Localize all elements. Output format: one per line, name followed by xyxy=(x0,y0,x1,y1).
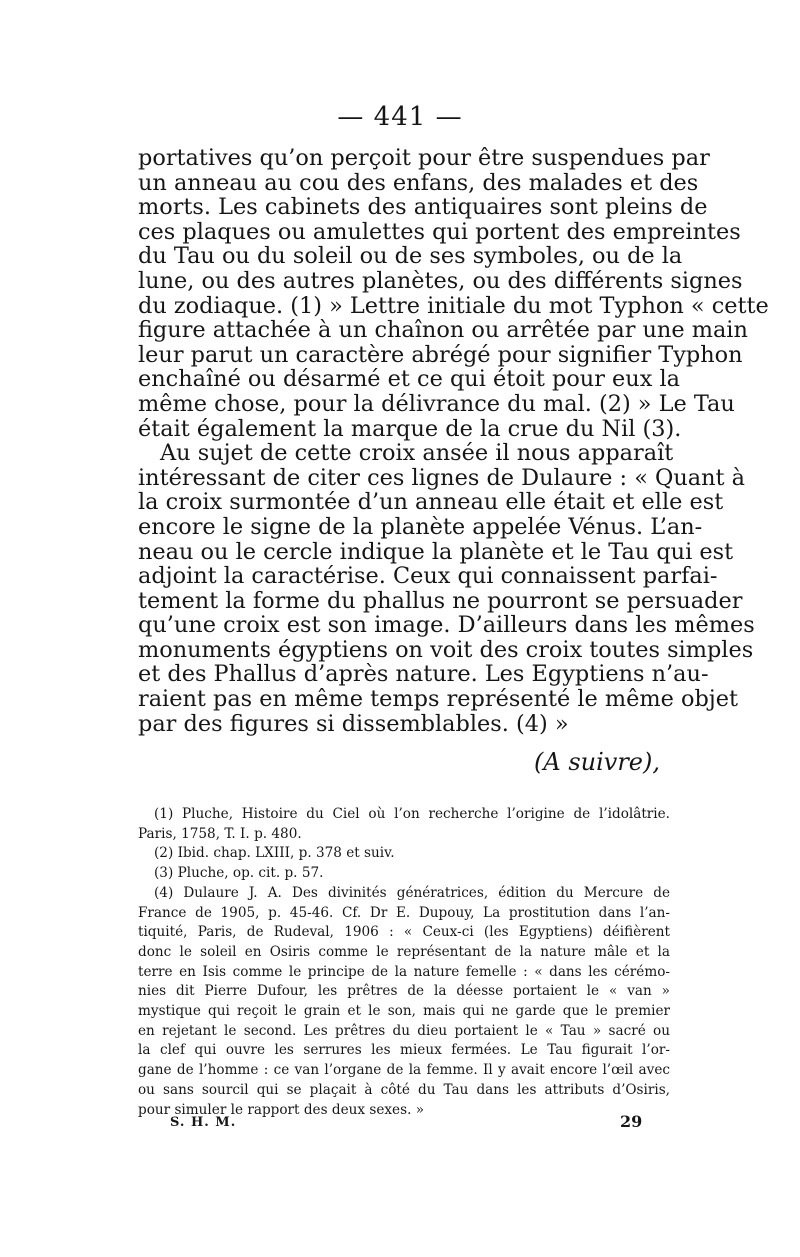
footnote-line: nies dit Pierre Dufour, les prêtres de la déesse portaient le « van » xyxy=(138,983,670,1000)
text-line: leur parut un caractère abrégé pour signifier Typhon xyxy=(138,341,743,368)
text-line: morts. Les cabinets des antiquaires sont pleins de xyxy=(138,194,708,221)
text-line: portatives qu’on perçoit pour être suspendues par xyxy=(138,145,710,171)
footnote-line: ou sans sourcil qui se plaçait à côté du Tau dans les attributs d’Osiris, xyxy=(138,1081,670,1098)
footnote-line: (4) Dulaure J. A. Des divinités génératrices, édition du Mercure de xyxy=(154,884,670,901)
footnotes xyxy=(138,805,670,1120)
sheet-number: 29 xyxy=(620,1112,643,1131)
footnote-line: Paris, 1758, T. I. p. 480. xyxy=(138,825,302,842)
signature-mark: S. H. M. xyxy=(170,1115,237,1130)
text-line: était également la marque de la crue du Nil (3). xyxy=(138,415,682,442)
footnote-line: pour simuler le rapport des deux sexes. » xyxy=(138,1101,425,1118)
text-line: tement la forme du phallus ne pourront se persuader xyxy=(138,587,743,614)
text-line: la croix surmontée d’un anneau elle était et elle est xyxy=(138,489,724,516)
text-line: monuments égyptiens on voit des croix toutes simples xyxy=(138,636,754,663)
text-line: du zodiaque. (1) » Lettre initiale du mot Typhon « cette xyxy=(138,292,769,319)
text-line: même chose, pour la délivrance du mal. (2) » Le Tau xyxy=(138,390,735,417)
text-line: lune, ou des autres planètes, ou des différents signes xyxy=(138,267,743,294)
paragraph-1 xyxy=(138,145,769,442)
footnote-line: France de 1905, p. 45-46. Cf. Dr E. Dupouy, La prostitution dans l’an- xyxy=(138,904,670,921)
text-line: adjoint la caractérise. Ceux qui connaissent parfai- xyxy=(138,563,718,590)
footnote-line: la clef qui ouvre les serrures les mieux fermées. Le Tau figurait l’or- xyxy=(138,1042,670,1059)
text-line: intéressant de citer ces lignes de Dulaure : « Quant à xyxy=(138,464,746,491)
text-line: et des Phallus d’après nature. Les Egyptiens n’au- xyxy=(138,661,709,688)
text-line: raient pas en même temps représenté le même objet xyxy=(138,686,738,713)
text-line: Au sujet de cette croix ansée il nous apparaît xyxy=(160,440,674,467)
text-line: par des figures si dissemblables. (4) » xyxy=(138,710,569,737)
footnote-line: tiquité, Paris, de Rudeval, 1906 : « Ceux-ci (les Egyptiens) déifièrent xyxy=(138,924,670,941)
footnote-1 xyxy=(138,805,670,844)
footnote-line: (1) Pluche, Histoire du Ciel où l’on recherche l’origine de l’idolâtrie. xyxy=(154,806,670,822)
body-text xyxy=(138,145,769,737)
to-be-continued: (A suivre), xyxy=(534,748,660,776)
page-number: — 441 — xyxy=(337,102,463,132)
text-line: ces plaques ou amulettes qui portent des empreintes xyxy=(138,218,741,245)
footnote-2 xyxy=(138,844,670,864)
footnote-line: gane de l’homme : ce van l’organe de la femme. Il y avait encore l’œil avec xyxy=(138,1062,670,1079)
footnote-line: en rejetant le second. Les prêtres du dieu portaient le « Tau » sacré ou xyxy=(138,1022,670,1039)
text-line: encore le signe de la planète appelée Vénus. L’an- xyxy=(138,513,703,540)
text-line: du Tau ou du soleil ou de ses symboles, ou de la xyxy=(138,243,683,270)
text-line: qu’une croix est son image. D’ailleurs dans les mêmes xyxy=(138,612,755,639)
footnote-4 xyxy=(138,884,670,1120)
text-line: neau ou le cercle indique la planète et le Tau qui est xyxy=(138,538,734,565)
footnote-line: (3) Pluche, op. cit. p. 57. xyxy=(154,865,324,882)
footnote-line: donc le soleil en Osiris comme le représentant de la nature mâle et la xyxy=(138,943,670,960)
footnote-line: mystique qui reçoit le grain et le son, mais qui ne garde que le premier xyxy=(138,1003,670,1020)
text-line: figure attachée à un chaînon ou arrêtée par une main xyxy=(138,317,748,344)
footnote-line: terre en Isis comme le principe de la nature femelle : « dans les cérémo- xyxy=(138,963,670,980)
footnote-3 xyxy=(138,864,670,884)
text-line: un anneau au cou des enfans, des malades et des xyxy=(138,169,699,196)
text-line: enchaîné ou désarmé et ce qui étoit pour eux la xyxy=(138,366,680,393)
footnote-line: (2) Ibid. chap. LXIII, p. 378 et suiv. xyxy=(154,845,395,862)
paragraph-2 xyxy=(138,440,755,737)
